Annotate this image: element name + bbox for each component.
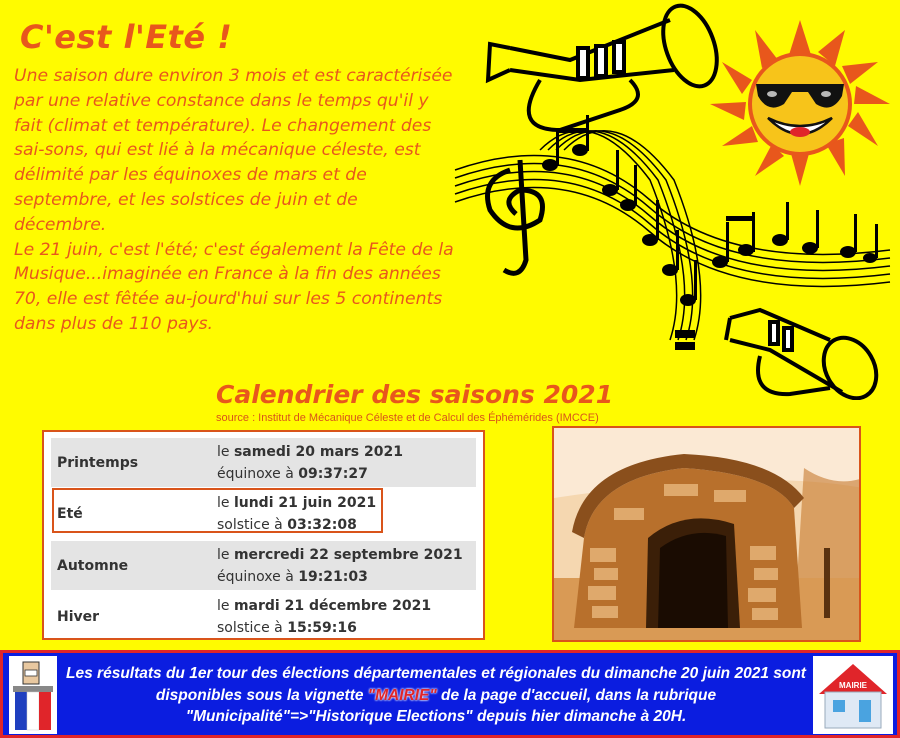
music-note-glyphs bbox=[542, 115, 878, 350]
intro-paragraph-1: Une saison dure environ 3 mois et est caractérisée par une relative constance dans le temps qu'il y fait (climat et température). Le changement des sai-sons, qui est lié à la mécanique céleste, est délimité par les équinoxes de mars et de septembre, et les solstices de juin et de décembre. bbox=[14, 66, 453, 235]
summer-music-illustration bbox=[450, 0, 900, 400]
calendar-source: source : Institut de Mécanique Céleste et de Calcul des Éphémérides (IMCCE) bbox=[216, 412, 599, 424]
mairie-house-icon[interactable] bbox=[813, 656, 893, 734]
season-name: Automne bbox=[57, 557, 129, 574]
sun-icon bbox=[710, 20, 890, 186]
table-row bbox=[51, 490, 476, 539]
ballot-box-icon bbox=[9, 656, 57, 734]
trumpet-icon bbox=[488, 0, 727, 130]
intro-paragraph-2: Le 21 juin, c'est l'été; c'est également la Fête de la Musique...imaginée en France à la fin des années 70, elle est fêtée au-jourd'hui sur les 5 continents dans plus de 110 pays. bbox=[14, 239, 454, 334]
calendar-title: Calendrier des saisons 2021 bbox=[216, 380, 614, 409]
season-date: mardi 21 décembre 2021 bbox=[233, 598, 432, 614]
season-time: 03:32:08 bbox=[287, 517, 357, 533]
page-title: C'est l'Eté ! bbox=[20, 18, 233, 56]
season-details: le mardi 21 décembre 2021 solstice à 15:59:16 bbox=[217, 598, 432, 636]
trumpet-icon bbox=[726, 310, 887, 400]
seasons-table bbox=[42, 430, 485, 640]
season-date: samedi 20 mars 2021 bbox=[233, 443, 403, 460]
intro-text bbox=[14, 64, 454, 337]
table-row bbox=[51, 593, 476, 642]
season-time: 15:59:16 bbox=[287, 620, 357, 636]
season-time: 09:37:27 bbox=[298, 465, 368, 482]
stone-well-photo bbox=[552, 426, 861, 642]
season-details: le mercredi 22 septembre 2021 équinoxe à 19:21:03 bbox=[217, 546, 463, 585]
season-name: Printemps bbox=[57, 454, 139, 471]
treble-clef-icon bbox=[488, 160, 543, 273]
season-name: Eté bbox=[57, 506, 83, 522]
table-row bbox=[51, 438, 476, 487]
season-date: mercredi 22 septembre 2021 bbox=[233, 546, 463, 563]
season-details: le lundi 21 juin 2021 solstice à 03:32:08 bbox=[217, 495, 377, 533]
season-details: le samedi 20 mars 2021 équinoxe à 09:37:27 bbox=[217, 443, 403, 482]
table-row bbox=[51, 541, 476, 590]
mairie-house-label: MAIRIE bbox=[839, 681, 867, 690]
elections-banner bbox=[0, 650, 900, 738]
mairie-link-text: "MAIRIE" bbox=[367, 686, 437, 704]
elections-announcement: Les résultats du 1er tour des élections départementales et régionales du dimanche 20 juin 2021 sont disponibles sous la vignette "MAIRIE" de la page d'accueil, dans la rubrique "Municipalité"=>"Historique Elections" depuis hier dimanche à 20H. bbox=[66, 665, 806, 725]
season-date: lundi 21 juin 2021 bbox=[233, 495, 377, 511]
season-time: 19:21:03 bbox=[298, 568, 368, 585]
season-name: Hiver bbox=[57, 609, 100, 625]
